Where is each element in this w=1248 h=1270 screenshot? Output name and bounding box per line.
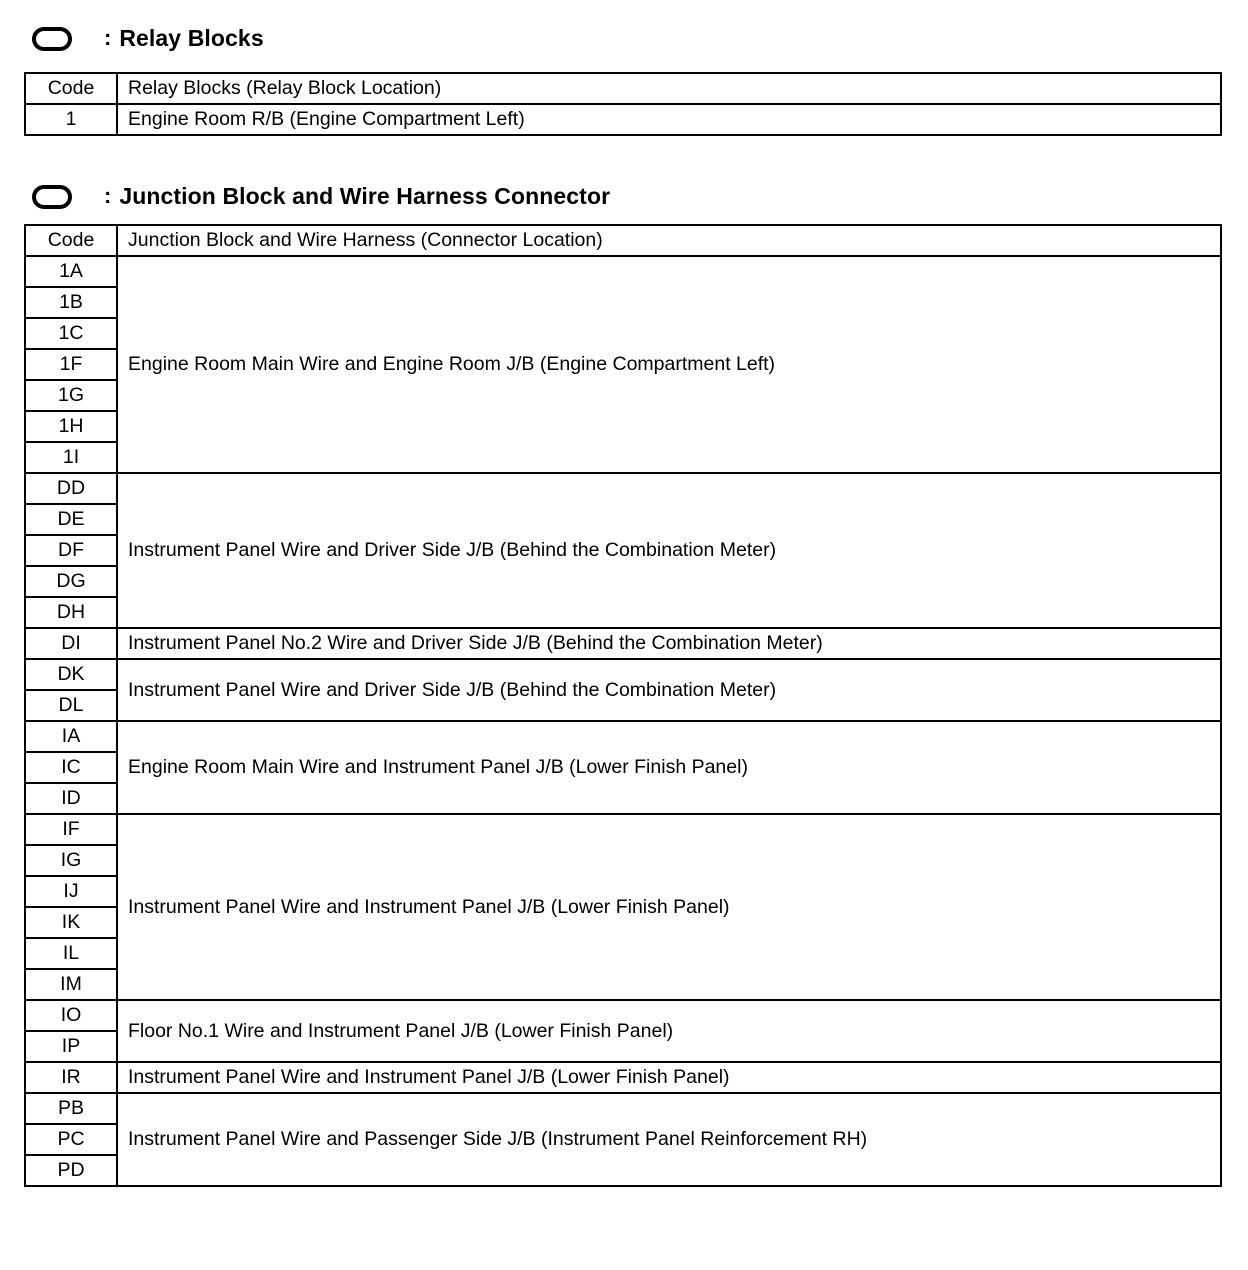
location-cell: Engine Room R/B (Engine Compartment Left)	[117, 104, 1221, 135]
code-cell: 1I	[25, 442, 117, 473]
table-row	[25, 721, 1221, 752]
code-column-header: Code	[25, 73, 117, 104]
table-row	[25, 814, 1221, 845]
code-cell: 1	[25, 104, 117, 135]
relay-blocks-table	[24, 72, 1222, 136]
code-cell: DE	[25, 504, 117, 535]
table-row	[25, 473, 1221, 504]
code-cell: 1B	[25, 287, 117, 318]
table-row	[25, 659, 1221, 690]
code-cell: 1F	[25, 349, 117, 380]
relay-blocks-heading	[32, 20, 264, 56]
code-cell: DH	[25, 597, 117, 628]
rounded-rectangle-icon	[32, 185, 72, 209]
location-cell: Engine Room Main Wire and Instrument Panel J/B (Lower Finish Panel)	[117, 721, 1221, 814]
code-cell: 1G	[25, 380, 117, 411]
heading-colon: :	[104, 183, 112, 208]
location-cell: Instrument Panel Wire and Passenger Side J/B (Instrument Panel Reinforcement RH)	[117, 1093, 1221, 1186]
location-cell: Floor No.1 Wire and Instrument Panel J/B (Lower Finish Panel)	[117, 1000, 1221, 1062]
code-cell: DF	[25, 535, 117, 566]
code-cell: IK	[25, 907, 117, 938]
rounded-rectangle-icon	[32, 27, 72, 51]
code-cell: ID	[25, 783, 117, 814]
code-cell: IL	[25, 938, 117, 969]
code-cell: IM	[25, 969, 117, 1000]
code-cell: 1C	[25, 318, 117, 349]
code-cell: 1A	[25, 256, 117, 287]
junction-block-heading	[32, 178, 610, 214]
code-cell: IF	[25, 814, 117, 845]
location-cell: Instrument Panel Wire and Instrument Panel J/B (Lower Finish Panel)	[117, 814, 1221, 1000]
table-header-row	[25, 225, 1221, 256]
location-cell: Instrument Panel No.2 Wire and Driver Side J/B (Behind the Combination Meter)	[117, 628, 1221, 659]
table-header-row	[25, 73, 1221, 104]
code-cell: PC	[25, 1124, 117, 1155]
table-row	[25, 256, 1221, 287]
junction-block-title: Junction Block and Wire Harness Connector	[119, 182, 611, 209]
junction-block-table	[24, 224, 1222, 1187]
relay-blocks-title: Relay Blocks	[119, 24, 264, 51]
location-column-header: Junction Block and Wire Harness (Connector Location)	[117, 225, 1221, 256]
code-cell: PD	[25, 1155, 117, 1186]
code-cell: DL	[25, 690, 117, 721]
table-row	[25, 628, 1221, 659]
location-column-header: Relay Blocks (Relay Block Location)	[117, 73, 1221, 104]
code-cell: IC	[25, 752, 117, 783]
table-row	[25, 104, 1221, 135]
code-cell: DK	[25, 659, 117, 690]
code-cell: 1H	[25, 411, 117, 442]
code-cell: IO	[25, 1000, 117, 1031]
code-cell: DI	[25, 628, 117, 659]
code-cell: IJ	[25, 876, 117, 907]
location-cell: Instrument Panel Wire and Instrument Panel J/B (Lower Finish Panel)	[117, 1062, 1221, 1093]
table-row	[25, 1000, 1221, 1031]
code-cell: IA	[25, 721, 117, 752]
code-column-header: Code	[25, 225, 117, 256]
table-row	[25, 1062, 1221, 1093]
location-cell: Instrument Panel Wire and Driver Side J/B (Behind the Combination Meter)	[117, 473, 1221, 628]
code-cell: PB	[25, 1093, 117, 1124]
location-cell: Engine Room Main Wire and Engine Room J/B (Engine Compartment Left)	[117, 256, 1221, 473]
code-cell: DG	[25, 566, 117, 597]
code-cell: IR	[25, 1062, 117, 1093]
code-cell: DD	[25, 473, 117, 504]
code-cell: IP	[25, 1031, 117, 1062]
heading-colon: :	[104, 25, 112, 50]
code-cell: IG	[25, 845, 117, 876]
location-cell: Instrument Panel Wire and Driver Side J/B (Behind the Combination Meter)	[117, 659, 1221, 721]
table-row	[25, 1093, 1221, 1124]
